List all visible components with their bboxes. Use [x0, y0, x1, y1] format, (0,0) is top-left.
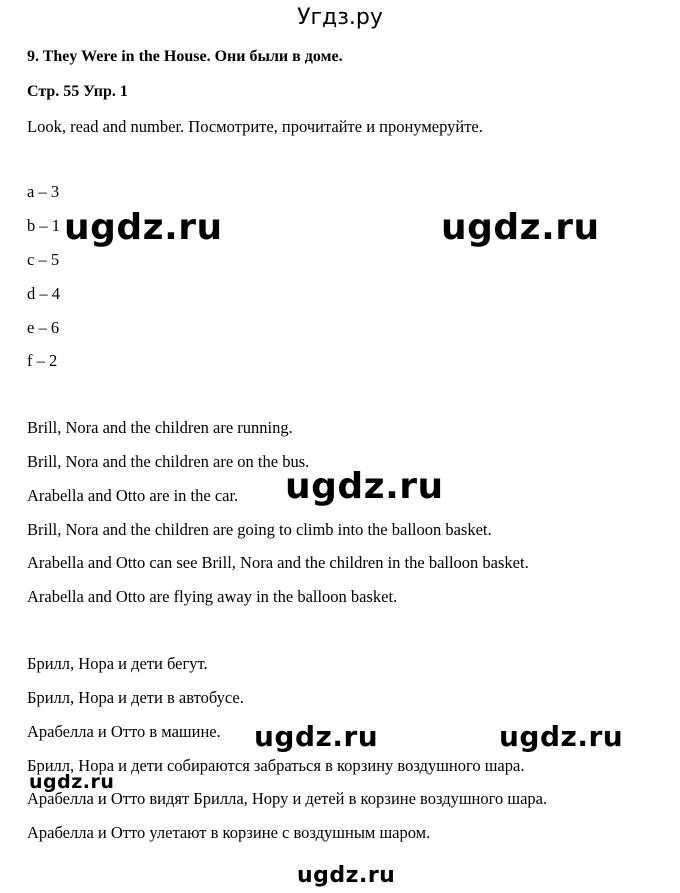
english-sentence: Brill, Nora and the children are on the bus.: [27, 452, 310, 471]
answer-item: f – 2: [27, 351, 58, 370]
watermark: ugdz.ru: [29, 771, 115, 793]
answer-item: b – 1: [27, 216, 60, 235]
russian-sentence: Брилл, Нора и дети собираются забраться в корзину воздушного шара.: [27, 756, 525, 775]
russian-sentence: Брилл, Нора и дети бегут.: [27, 654, 208, 673]
task-instruction: Look, read and number. Посмотрите, прочитайте и пронумеруйте.: [27, 117, 483, 136]
english-sentence: Brill, Nora and the children are running.: [27, 418, 293, 437]
watermark: ugdz.ru: [499, 720, 624, 753]
watermark: ugdz.ru: [441, 207, 600, 248]
footer-watermark: ugdz.ru: [297, 863, 396, 888]
watermark: ugdz.ru: [285, 466, 444, 507]
site-title: Угдз.ру: [297, 5, 383, 30]
exercise-label: Стр. 55 Упр. 1: [27, 83, 128, 100]
english-sentence: Brill, Nora and the children are going to climb into the balloon basket.: [27, 520, 492, 539]
english-sentence: Arabella and Otto are flying away in the balloon basket.: [27, 587, 398, 606]
english-sentence: Arabella and Otto can see Brill, Nora and the children in the balloon basket.: [27, 553, 529, 572]
answer-item: a – 3: [27, 182, 60, 201]
section-title: 9. They Were in the House. Они были в доме.: [27, 48, 343, 65]
russian-sentence: Арабелла и Отто видят Брилла, Нору и детей в корзине воздушного шара.: [27, 789, 548, 808]
russian-sentence: Арабелла и Отто в машине.: [27, 722, 221, 741]
watermark: ugdz.ru: [254, 720, 379, 753]
answer-item: d – 4: [27, 284, 60, 303]
answer-item: e – 6: [27, 318, 60, 337]
russian-sentence: Арабелла и Отто улетают в корзине с воздушным шаром.: [27, 823, 431, 842]
english-sentence: Arabella and Otto are in the car.: [27, 486, 239, 505]
watermark: ugdz.ru: [64, 207, 223, 248]
answer-item: c – 5: [27, 250, 60, 269]
russian-sentence: Брилл, Нора и дети в автобусе.: [27, 688, 244, 707]
